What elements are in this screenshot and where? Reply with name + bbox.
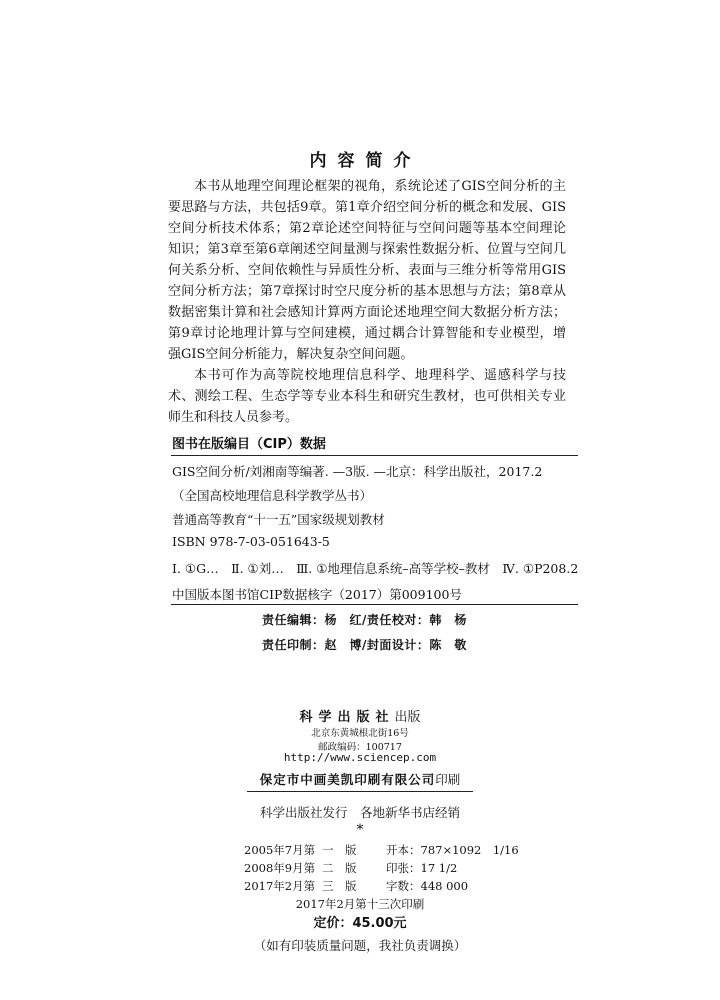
cip-textbook-line: 普通高等教育“十一五”国家级规划教材: [172, 512, 385, 527]
printer-name: 保定市中画美凯印刷有限公司: [259, 772, 436, 787]
cip-series-line: （全国高校地理信息科学教学丛书）: [172, 488, 373, 503]
cip-top-divider: [171, 455, 578, 456]
editor-credits: 责任编辑：杨 红/责任校对：韩 杨: [262, 613, 467, 627]
summary-paragraph: 本书可作为高等院校地理信息科学、地理科学、遥感科学与技术、测绘工程、生态学等专业本科生和研究生教材，也可供相关专业师生和科技人员参考。: [168, 368, 566, 425]
production-credits: 责任印制：赵 博/封面设计：陈 敬: [262, 638, 467, 652]
publisher-name-text: 科学出版社: [299, 710, 395, 725]
edition-date: 2008年9月第: [244, 861, 316, 875]
publisher-name: [0, 706, 720, 725]
summary-paragraph: 本书从地理空间理论框架的视角，系统论述了GIS空间分析的主要思路与方法，共包括9章。第1章介绍空间分析的概念和发展、GIS空间分析技术体系；第2章论述空间特征与空间问题等基本空间理论知识；第3章至第6章阐述空间量测与探索性数据分析、位置与空间几何关系分析、空间依赖性与异质性分析、表面与三维分析等常用GIS空间分析方法；第7章探讨时空尺度分析的基本思想与方法；第8章从数据密集计算和社会感知计算两方面论述地理空间大数据分析方法；第9章讨论地理计算与空间建模，通过耦合计算智能和专业模型，增强GIS空间分析能力，解决复杂空间问题。: [168, 179, 566, 362]
summary-title: 内容简介: [309, 151, 422, 171]
cip-isbn: ISBN 978-7-03-051643-5: [172, 534, 330, 549]
price: 定价：45.00元: [313, 916, 407, 931]
printer-line: [0, 770, 720, 788]
cip-title-line: GIS空间分析/刘湘南等编著. —3版. —北京：科学出版社，2017.2: [172, 464, 543, 479]
edition-spec: 开本：787×1092 1/16: [386, 843, 519, 857]
quality-notice: （如有印装质量问题，我社负责调换）: [253, 938, 467, 953]
edition-number: 三 版: [322, 879, 357, 893]
edition-row: [244, 878, 468, 894]
edition-number: 二 版: [322, 861, 357, 875]
distribution-line: 科学出版社发行 各地新华书店经销: [259, 805, 460, 820]
edition-date: 2005年7月第: [244, 843, 316, 857]
cip-bottom-divider: [171, 604, 578, 605]
edition-row: [244, 842, 519, 858]
cip-record-number: 中国版本图书馆CIP数据核字（2017）第009100号: [172, 587, 462, 602]
publisher-divider: [247, 791, 473, 792]
publisher-url: http://www.sciencep.com: [283, 751, 437, 764]
publisher-postcode: 邮政编码：100717: [318, 742, 402, 753]
edition-spec: 印张：17 1/2: [386, 861, 458, 875]
printer-suffix: 印刷: [435, 772, 461, 787]
summary-body: [168, 176, 566, 428]
edition-row: [244, 860, 457, 876]
impression-line: 2017年2月第十三次印刷: [295, 897, 425, 911]
edition-date: 2017年2月第: [244, 879, 316, 893]
separator-asterisk: *: [356, 822, 364, 838]
cip-heading: 图书在版编目（CIP）数据: [172, 437, 326, 452]
publisher-name-suffix: 出版: [394, 710, 421, 725]
cip-classification: Ⅰ. ①G… Ⅱ. ①刘… Ⅲ. ①地理信息系统–高等学校–教材 Ⅳ. ①P208.2: [172, 561, 579, 576]
edition-spec: 字数：448 000: [386, 879, 469, 893]
edition-number: 一 版: [322, 843, 357, 857]
publisher-address: 北京东黄城根北街16号: [311, 728, 409, 739]
